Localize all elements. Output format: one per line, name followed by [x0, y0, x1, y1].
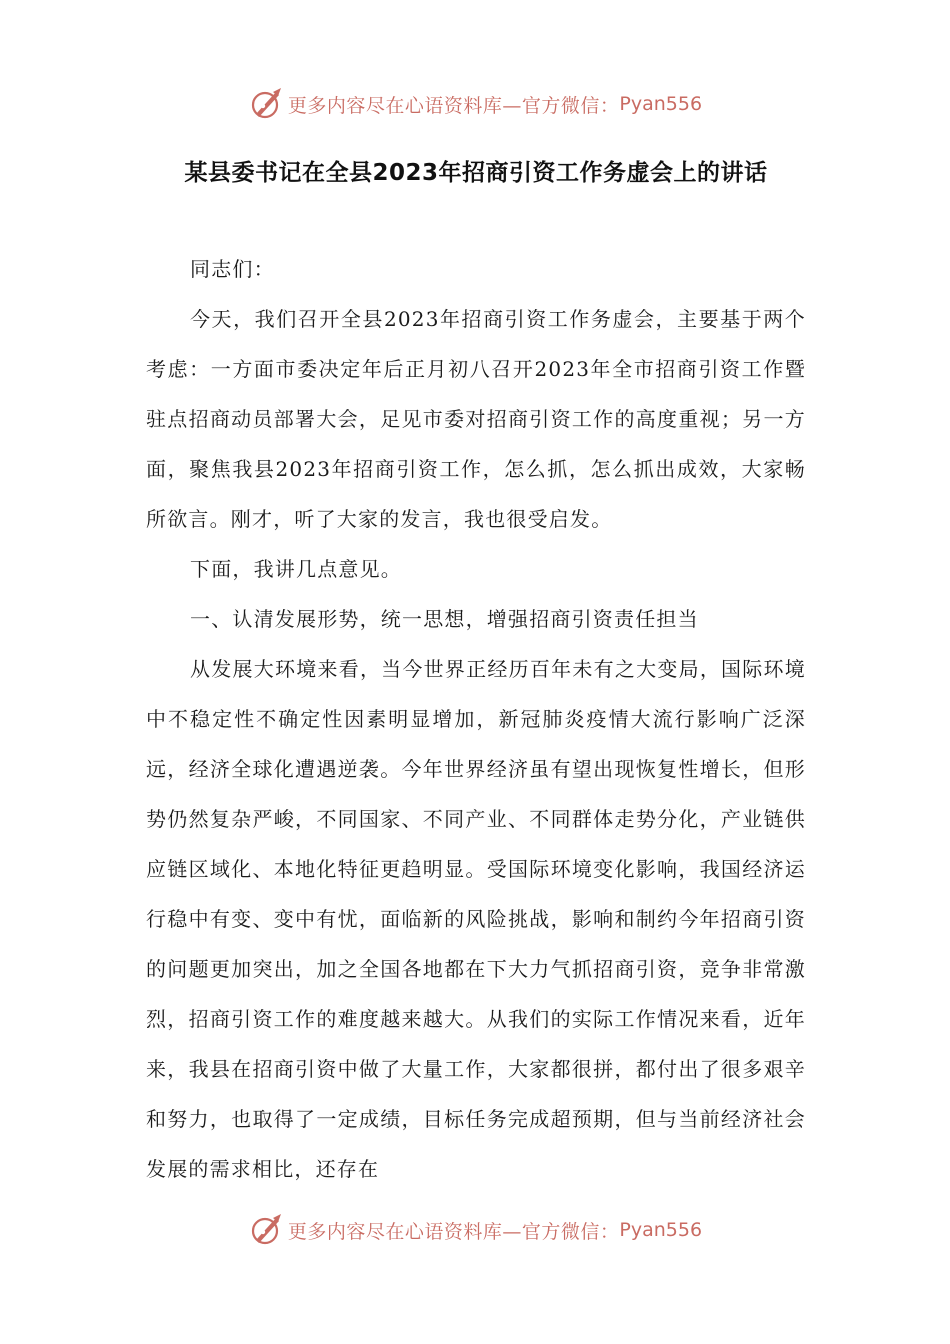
footer-banner [0, 1208, 950, 1252]
wechat-id: Pyan556 [619, 93, 703, 115]
quill-pen-logo-icon [248, 1212, 284, 1248]
document-body [146, 244, 806, 1194]
document-title: 某县委书记在全县2023年招商引资工作务虚会上的讲话 [184, 160, 768, 186]
paragraph: 下面，我讲几点意见。 [190, 557, 402, 581]
salutation: 同志们： [190, 257, 275, 281]
header-banner [0, 82, 950, 126]
wechat-id: Pyan556 [619, 1219, 703, 1241]
banner-text: 更多内容尽在心语资料库—官方微信： [287, 1220, 620, 1243]
quill-pen-logo-icon [248, 86, 284, 122]
banner-text: 更多内容尽在心语资料库—官方微信： [287, 94, 620, 117]
section-heading: 一、认清发展形势，统一思想，增强招商引资责任担当 [190, 607, 699, 631]
paragraph: 从发展大环境来看，当今世界正经历百年未有之大变局，国际环境中不稳定性不确定性因素明显增加，新冠肺炎疫情大流行影响广泛深远，经济全球化遭遇逆袭。今年世界经济虽有望出现恢复性增长，但形势仍然复杂严峻，不同国家、不同产业、不同群体走势分化，产业链供应链区域化、本地化特征更趋明显。受国际环境变化影响，我国经济运行稳中有变、变中有忧，面临新的风险挑战，影响和制约今年招商引资的问题更加突出，加之全国各地都在下大力气抓招商引资，竞争非常激烈，招商引资工作的难度越来越大。从我们的实际工作情况来看，近年来，我县在招商引资中做了大量工作，大家都很拼，都付出了很多艰辛和努力，也取得了一定成绩，目标任务完成超预期，但与当前经济社会发展的需求相比，还存在 [146, 657, 806, 1181]
paragraph: 今天，我们召开全县2023年招商引资工作务虚会，主要基于两个考虑：一方面市委决定年后正月初八召开2023年全市招商引资工作暨驻点招商动员部署大会，足见市委对招商引资工作的高度重视；另一方面，聚焦我县2023年招商引资工作，怎么抓，怎么抓出成效，大家畅所欲言。刚才，听了大家的发言，我也很受启发。 [146, 307, 806, 531]
